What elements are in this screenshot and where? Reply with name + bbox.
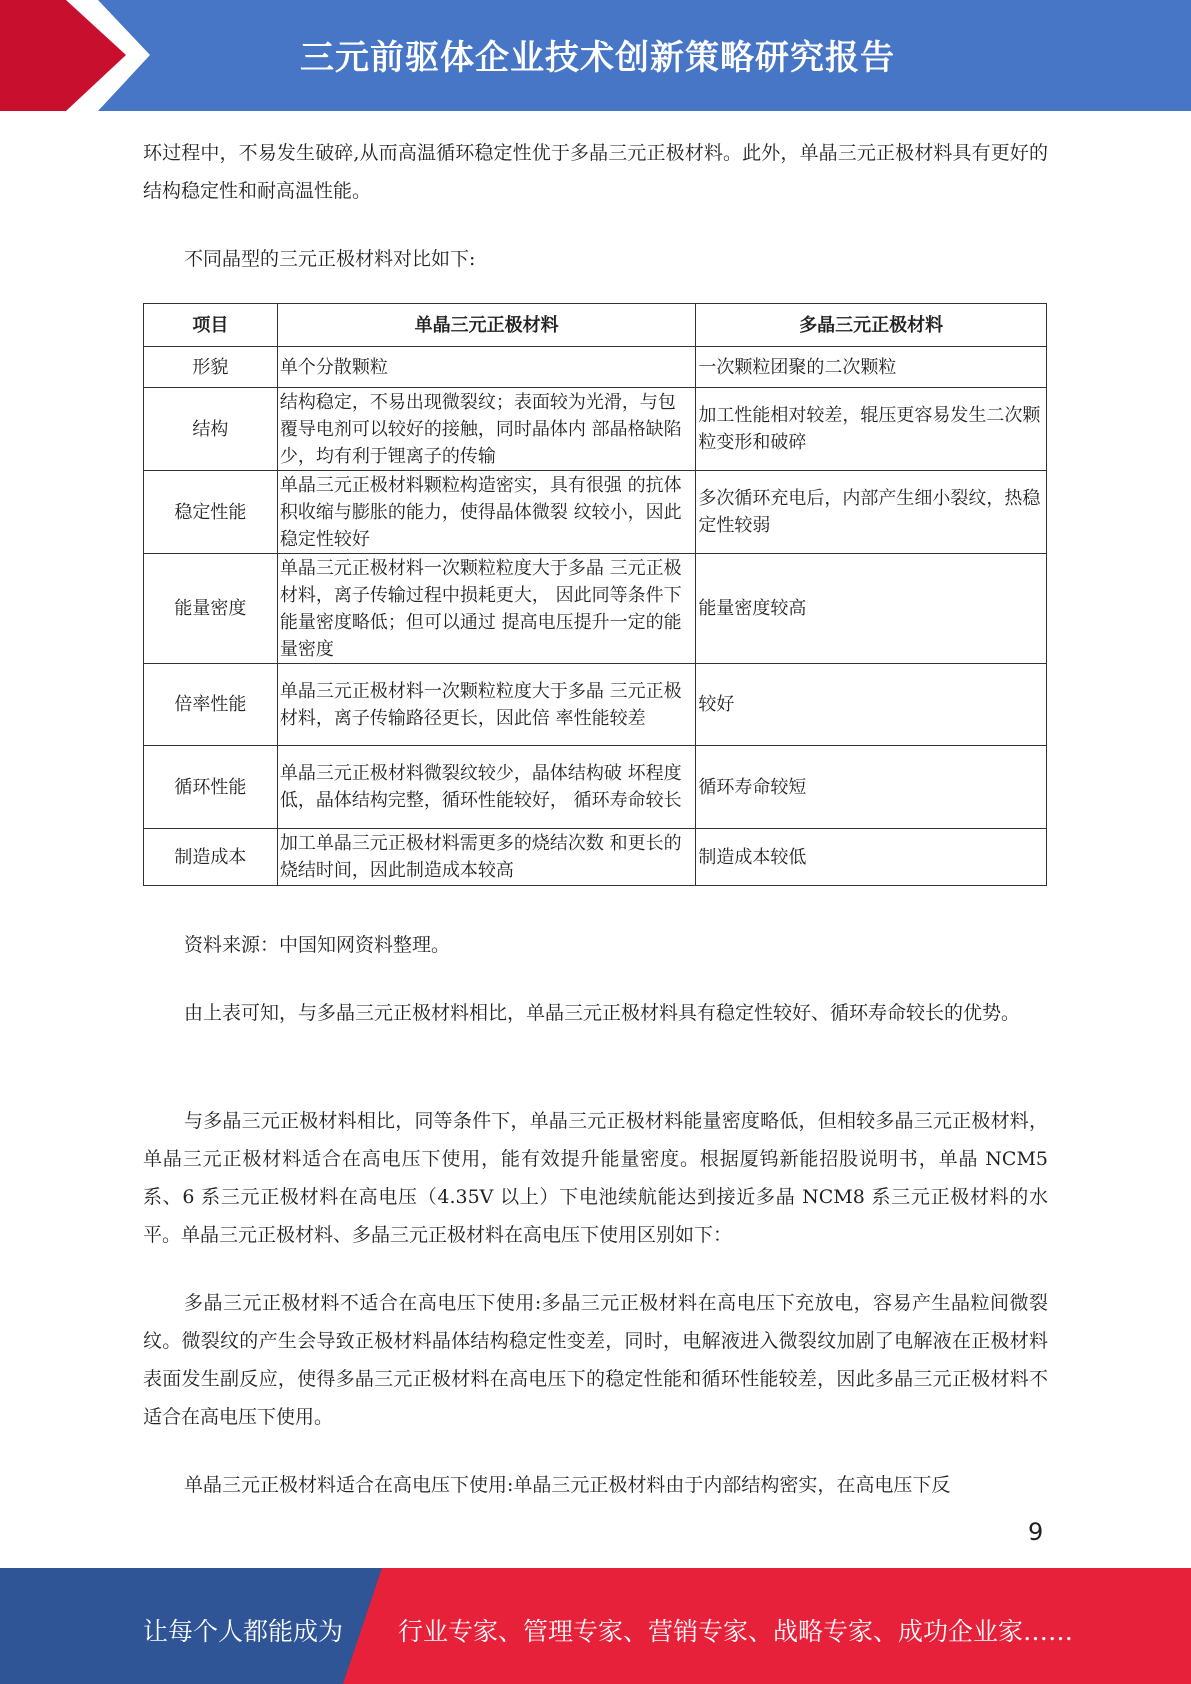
table-cell: 单晶三元正极材料一次颗粒粒度大于多晶 三元正极材料，离子传输路径更长，因此倍 率性能较差 <box>277 664 696 746</box>
table-cell: 加工性能相对较差，辊压更容易发生二次颗粒变形和破碎 <box>696 388 1047 471</box>
table-cell: 加工单晶三元正极材料需更多的烧结次数 和更长的烧结时间，因此制造成本较高 <box>277 829 696 886</box>
footer-slogan-right: 行业专家、管理专家、营销专家、战略专家、成功企业家…… <box>398 1617 1074 1646</box>
column-header: 多晶三元正极材料 <box>696 304 1047 347</box>
table-cell: 制造成本较低 <box>696 829 1047 886</box>
page-header <box>0 0 1191 111</box>
table-row <box>144 347 1047 388</box>
table-cell-item: 形貌 <box>144 347 278 388</box>
header-arrow-decoration <box>0 0 160 111</box>
body-paragraph: 环过程中，不易发生破碎,从而高温循环稳定性优于多晶三元正极材料。此外，单晶三元正极材料具有更好的结构稳定性和耐高温性能。 <box>143 142 1048 202</box>
table-cell-item: 倍率性能 <box>144 664 278 746</box>
table-cell: 单晶三元正极材料一次颗粒粒度大于多晶 三元正极材料，离子传输过程中损耗更大， 因此同等条件下能量密度略低；但可以通过 提高电压提升一定的能量密度 <box>277 554 696 664</box>
table-row <box>144 471 1047 554</box>
table-row <box>144 388 1047 471</box>
table-header-row <box>144 304 1047 347</box>
table-row <box>144 746 1047 829</box>
table-cell: 多次循环充电后，内部产生细小裂纹，热稳定性较弱 <box>696 471 1047 554</box>
table-row <box>144 664 1047 746</box>
table-cell-item: 循环性能 <box>144 746 278 829</box>
table-cell: 单晶三元正极材料微裂纹较少，晶体结构破 坏程度低，晶体结构完整，循环性能较好， 循环寿命较长 <box>277 746 696 829</box>
table-cell: 较好 <box>696 664 1047 746</box>
table-cell-item: 稳定性能 <box>144 471 278 554</box>
column-header: 项目 <box>144 304 278 347</box>
body-paragraph: 单晶三元正极材料适合在高电压下使用:单晶三元正极材料由于内部结构密实，在高电压下反 <box>184 1474 951 1496</box>
body-paragraph: 与多晶三元正极材料相比，同等条件下，单晶三元正极材料能量密度略低，但相较多晶三元正极材料，单晶三元正极材料适合在高电压下使用，能有效提升能量密度。根据厦钨新能招股说明书，单晶 NCM5 系、6 系三元正极材料在高电压（4.35V 以上）下电池续航能达到接近多晶 NCM8 系三元正极材料的水平。单晶三元正极材料、多晶三元正极材料在高电压下使用区别如下： <box>143 1110 1048 1246</box>
page-number: 9 <box>1028 1518 1044 1546</box>
comparison-table <box>143 303 1047 886</box>
table-cell: 单晶三元正极材料颗粒构造密实，具有很强 的抗体积收缩与膨胀的能力，使得晶体微裂 纹较小，因此稳定性较好 <box>277 471 696 554</box>
column-header: 单晶三元正极材料 <box>277 304 696 347</box>
source-note: 资料来源：中国知网资料整理。 <box>184 934 451 956</box>
body-paragraph: 由上表可知，与多晶三元正极材料相比，单晶三元正极材料具有稳定性较好、循环寿命较长的优势。 <box>184 1002 1021 1024</box>
table-cell-item: 制造成本 <box>144 829 278 886</box>
table-cell: 结构稳定，不易出现微裂纹；表面较为光滑，与包覆导电剂可以较好的接触，同时晶体内 部晶格缺陷少，均有利于锂离子的传输 <box>277 388 696 471</box>
footer-slogan-left: 让每个人都能成为 <box>143 1617 344 1646</box>
table-cell-item: 结构 <box>144 388 278 471</box>
table-cell: 能量密度较高 <box>696 554 1047 664</box>
table-cell: 一次颗粒团聚的二次颗粒 <box>696 347 1047 388</box>
table-row <box>144 829 1047 886</box>
body-paragraph: 多晶三元正极材料不适合在高电压下使用:多晶三元正极材料在高电压下充放电，容易产生晶粒间微裂纹。微裂纹的产生会导致正极材料晶体结构稳定性变差，同时，电解液进入微裂纹加剧了电解液在正极材料表面发生副反应，使得多晶三元正极材料在高电压下的稳定性能和循环性能较差，因此多晶三元正极材料不适合在高电压下使用。 <box>143 1292 1048 1428</box>
table-cell-item: 能量密度 <box>144 554 278 664</box>
table-intro: 不同晶型的三元正极材料对比如下: <box>184 248 476 270</box>
report-title: 三元前驱体企业技术创新策略研究报告 <box>300 38 895 78</box>
table-cell: 循环寿命较短 <box>696 746 1047 829</box>
table-cell: 单个分散颗粒 <box>277 347 696 388</box>
table-row <box>144 554 1047 664</box>
